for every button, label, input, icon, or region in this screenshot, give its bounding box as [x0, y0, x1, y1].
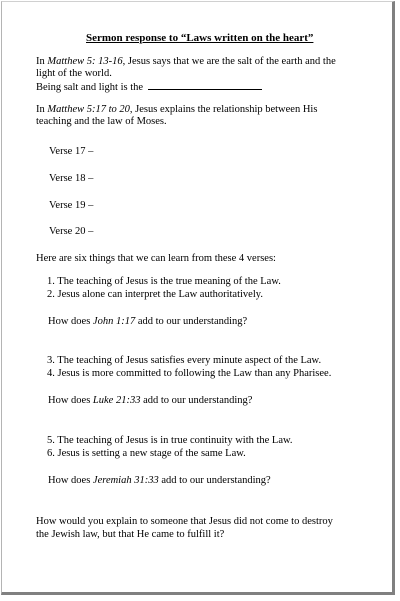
list-item: 4. Jesus is more committed to following the Law than any Pharisee.	[47, 368, 332, 379]
list-item: 3. The teaching of Jesus satisfies every minute aspect of the Law.	[47, 355, 322, 366]
scripture-reference: Matthew 5: 13-16	[47, 56, 123, 67]
paragraph-law-line2: teaching and the law of Moses.	[36, 116, 167, 127]
scripture-reference: Matthew 5:17 to 20	[47, 104, 130, 115]
scripture-reference: Luke 21:33	[92, 395, 141, 406]
list-item: 5. The teaching of Jesus is in true continuity with the Law.	[47, 435, 293, 446]
list-item: 2. Jesus alone can interpret the Law authoritatively.	[47, 289, 263, 300]
list-item: 6. Jesus is setting a new stage of the same Law.	[47, 448, 246, 459]
document-title: Sermon response to “Laws written on the heart”	[86, 32, 314, 44]
verse-item: Verse 20 –	[49, 226, 94, 237]
verse-item: Verse 18 –	[49, 173, 94, 184]
final-question-line1: How would you explain to someone that Jesus did not come to destroy	[36, 516, 333, 527]
paragraph-salt-line3: Being salt and light is the	[36, 80, 262, 95]
scripture-reference: Jeremiah 31:33	[92, 475, 159, 486]
question-text: How does John 1:17 add to our understanding?	[48, 316, 248, 327]
list-item: 1. The teaching of Jesus is the true meaning of the Law.	[47, 276, 281, 287]
verse-item: Verse 19 –	[49, 200, 94, 211]
scripture-reference: John 1:17	[92, 316, 136, 327]
paragraph-law-line1: In Matthew 5:17 to 20, Jesus explains the relationship between His	[36, 104, 318, 115]
answer-blank-line[interactable]	[148, 80, 262, 90]
document-page	[1, 1, 395, 595]
question-text: How does Jeremiah 31:33 add to our understanding?	[48, 475, 271, 486]
intro-text: Here are six things that we can learn from these 4 verses:	[36, 253, 276, 264]
final-question-line2: the Jewish law, but that He came to fulfill it?	[36, 529, 225, 540]
paragraph-salt-line2: light of the world.	[36, 68, 112, 79]
paragraph-salt-line1: In Matthew 5: 13-16, Jesus says that we are the salt of the earth and the	[36, 56, 336, 67]
question-text: How does Luke 21:33 add to our understanding?	[48, 395, 253, 406]
verse-item: Verse 17 –	[49, 146, 94, 157]
